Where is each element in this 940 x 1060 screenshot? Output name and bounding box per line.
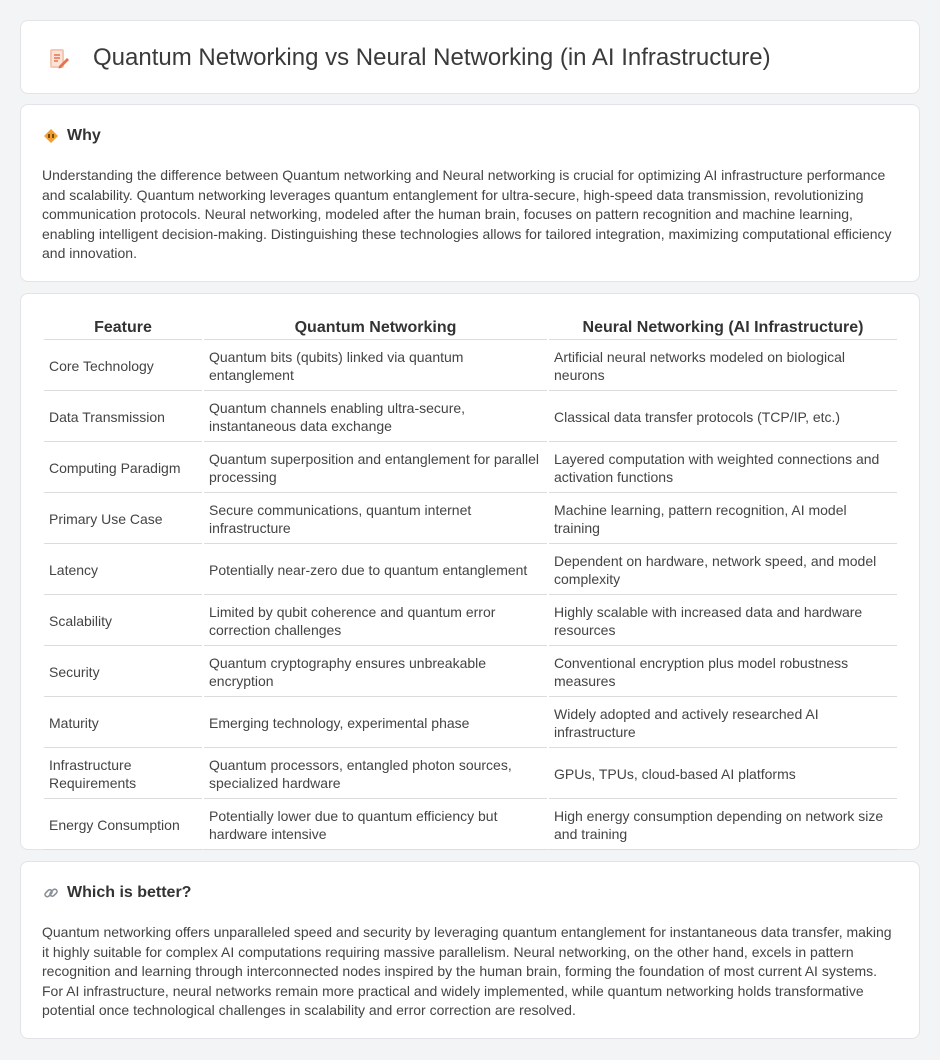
row-feature: Data Transmission: [44, 393, 202, 442]
row-feature: Primary Use Case: [44, 495, 202, 544]
column-header-quantum: Quantum Networking: [204, 317, 547, 340]
table-row: [44, 648, 897, 697]
row-quantum: Quantum channels enabling ultra-secure, instantaneous data exchange: [204, 393, 547, 442]
row-neural: Layered computation with weighted connections and activation functions: [549, 444, 897, 493]
why-heading-row: [43, 127, 101, 145]
row-neural: Artificial neural networks modeled on biological neurons: [549, 342, 897, 391]
page-title: Quantum Networking vs Neural Networking (in AI Infrastructure): [93, 44, 771, 71]
row-quantum: Emerging technology, experimental phase: [204, 699, 547, 748]
row-neural: Machine learning, pattern recognition, AI model training: [549, 495, 897, 544]
row-neural: Conventional encryption plus model robustness measures: [549, 648, 897, 697]
link-icon: [43, 885, 59, 901]
row-quantum: Secure communications, quantum internet infrastructure: [204, 495, 547, 544]
row-feature: Latency: [44, 546, 202, 595]
table-row: [44, 750, 897, 799]
better-heading-row: [43, 884, 191, 902]
comparison-table: [42, 315, 899, 852]
document-edit-icon: [47, 47, 71, 71]
row-quantum: Quantum bits (qubits) linked via quantum entanglement: [204, 342, 547, 391]
row-feature: Energy Consumption: [44, 801, 202, 850]
row-quantum: Limited by qubit coherence and quantum error correction challenges: [204, 597, 547, 646]
row-neural: Widely adopted and actively researched AI infrastructure: [549, 699, 897, 748]
row-quantum: Quantum cryptography ensures unbreakable encryption: [204, 648, 547, 697]
row-feature: Scalability: [44, 597, 202, 646]
row-feature: Security: [44, 648, 202, 697]
table-header-row: [44, 317, 897, 340]
row-neural: Classical data transfer protocols (TCP/IP, etc.): [549, 393, 897, 442]
table-row: [44, 546, 897, 595]
header-card: [20, 20, 920, 94]
why-section: [20, 104, 920, 282]
row-neural: High energy consumption depending on network size and training: [549, 801, 897, 850]
row-neural: GPUs, TPUs, cloud-based AI platforms: [549, 750, 897, 799]
why-text: Understanding the difference between Quantum networking and Neural networking is crucial for optimizing AI infrastructure performance and scalability. Quantum networking leverages quantum entanglement for ultra-secure, high-speed data transmission, revolutionizing communication protocols. Neural networking, modeled after the human brain, focuses on pattern recognition and machine learning, enabling intelligent decision-making. Distinguishing these technologies allows for tailored integration, maximizing computational efficiency and innovation.: [42, 167, 892, 262]
column-header-neural: Neural Networking (AI Infrastructure): [549, 317, 897, 340]
row-feature: Computing Paradigm: [44, 444, 202, 493]
row-quantum: Quantum processors, entangled photon sources, specialized hardware: [204, 750, 547, 799]
column-header-feature: Feature: [44, 317, 202, 340]
table-row: [44, 495, 897, 544]
row-neural: Highly scalable with increased data and hardware resources: [549, 597, 897, 646]
better-text: Quantum networking offers unparalleled speed and security by leveraging quantum entanglement for instantaneous data transfer, making it highly suitable for complex AI computations requiring massive parallelism. Neural networking, on the other hand, excels in pattern recognition and learning through interconnected nodes inspired by the human brain, forming the foundation of most current AI systems. For AI infrastructure, neural networks remain more practical and widely implemented, while quantum networking holds transformative potential once technological challenges in scalability and error correction are resolved.: [42, 924, 892, 1019]
better-heading: Which is better?: [67, 884, 192, 901]
why-heading: Why: [67, 127, 101, 144]
table-row: [44, 801, 897, 850]
table-row: [44, 444, 897, 493]
row-neural: Dependent on hardware, network speed, and model complexity: [549, 546, 897, 595]
row-quantum: Potentially lower due to quantum efficiency but hardware intensive: [204, 801, 547, 850]
warning-diamond-icon: [43, 128, 59, 144]
row-feature: Infrastructure Requirements: [44, 750, 202, 799]
table-row: [44, 393, 897, 442]
which-is-better-section: [20, 861, 920, 1039]
row-feature: Core Technology: [44, 342, 202, 391]
row-quantum: Potentially near-zero due to quantum entanglement: [204, 546, 547, 595]
comparison-section: [20, 293, 920, 850]
row-quantum: Quantum superposition and entanglement for parallel processing: [204, 444, 547, 493]
table-row: [44, 597, 897, 646]
table-row: [44, 699, 897, 748]
table-row: [44, 342, 897, 391]
row-feature: Maturity: [44, 699, 202, 748]
